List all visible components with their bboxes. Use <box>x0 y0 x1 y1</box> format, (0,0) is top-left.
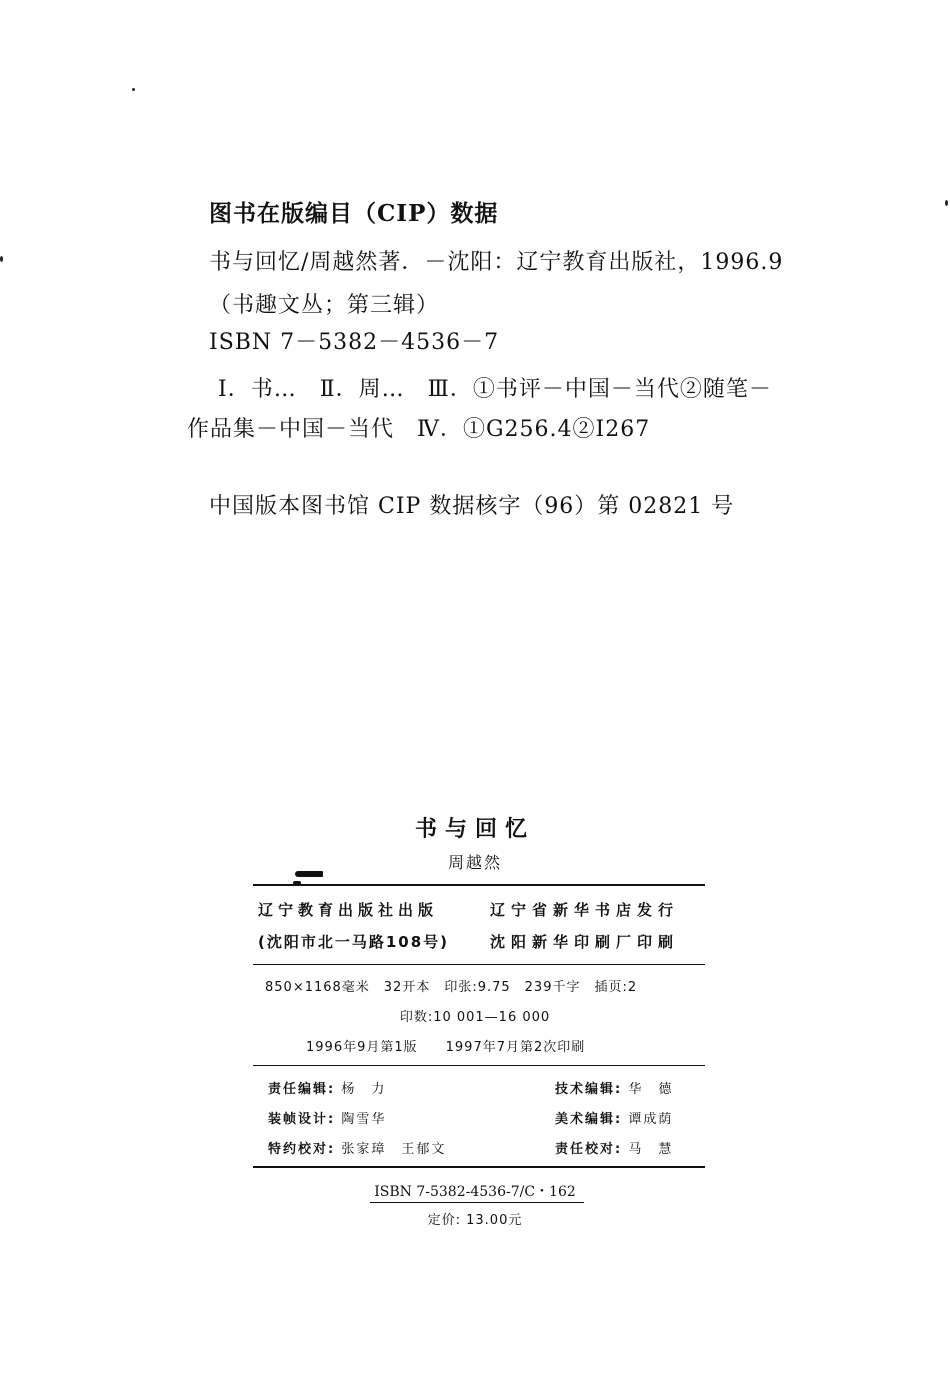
colophon-divider-2 <box>253 1065 705 1066</box>
press-mark <box>295 871 323 877</box>
proofreader-credit <box>555 1138 673 1157</box>
tech-editor-name: 华 德 <box>628 1082 674 1097</box>
special-proofreader-names: 张家璋 王郁文 <box>341 1142 447 1157</box>
colophon-top-rule <box>253 884 705 886</box>
colophon-divider-1 <box>253 964 705 965</box>
art-editor-credit <box>555 1108 673 1127</box>
scan-speck <box>132 88 135 91</box>
cip-classification-line-2: 作品集－中国－当代 Ⅳ．①G256.4②I267 <box>187 417 651 442</box>
editor-name: 杨 力 <box>341 1082 387 1097</box>
cip-isbn-line: ISBN 7－5382－4536－7 <box>209 330 500 355</box>
special-proofreader-label: 特约校对: <box>268 1142 336 1157</box>
edition-info: 1996年9月第1版 1997年7月第2次印刷 <box>306 1040 586 1055</box>
cip-title-line: 书与回忆/周越然著．－沈阳：辽宁教育出版社，1996.9 <box>209 250 784 275</box>
proofreader-name: 马 慧 <box>628 1142 674 1157</box>
isbn-full: ISBN 7-5382-4536-7/C・162 <box>374 1184 576 1200</box>
cip-classification-line-1: Ⅰ．书… Ⅱ．周… Ⅲ．①书评－中国－当代②随笔－ <box>218 377 772 402</box>
tech-editor-label: 技术编辑: <box>555 1082 623 1097</box>
colophon-bottom-rule <box>253 1166 705 1168</box>
editor-credit <box>268 1078 386 1097</box>
scan-speck <box>945 200 948 206</box>
special-proofreader-credit <box>268 1138 446 1157</box>
tech-editor-credit <box>555 1078 673 1097</box>
binding-label: 装帧设计: <box>268 1112 336 1127</box>
cip-heading: 图书在版编目（CIP）数据 <box>209 200 499 227</box>
art-editor-label: 美术编辑: <box>555 1112 623 1127</box>
format-specs: 850×1168毫米 32开本 印张:9.75 239千字 插页:2 <box>265 980 638 995</box>
art-editor-name: 谭成荫 <box>628 1112 674 1127</box>
scan-speck <box>0 256 3 262</box>
colophon-author: 周越然 <box>447 853 502 872</box>
binding-name: 陶雪华 <box>341 1112 387 1127</box>
editor-label: 责任编辑: <box>268 1082 336 1097</box>
publisher-line: 辽宁教育出版社出版 <box>258 901 439 919</box>
isbn-rule <box>370 1202 584 1203</box>
cip-verification-number: 中国版本图书馆 CIP 数据核字（96）第 02821 号 <box>209 494 735 519</box>
price: 定价: 13.00元 <box>427 1213 523 1228</box>
print-run: 印数:10 001—16 000 <box>399 1010 551 1025</box>
colophon-title: 书与回忆 <box>414 817 535 842</box>
publisher-address: (沈阳市北一马路108号) <box>258 933 450 951</box>
distributor-line: 辽宁省新华书店发行 <box>490 901 680 919</box>
proofreader-label: 责任校对: <box>555 1142 623 1157</box>
printer-line: 沈阳新华印刷厂印刷 <box>490 933 680 951</box>
binding-design-credit <box>268 1108 386 1127</box>
cip-series-line: （书趣文丛；第三辑） <box>209 293 440 318</box>
